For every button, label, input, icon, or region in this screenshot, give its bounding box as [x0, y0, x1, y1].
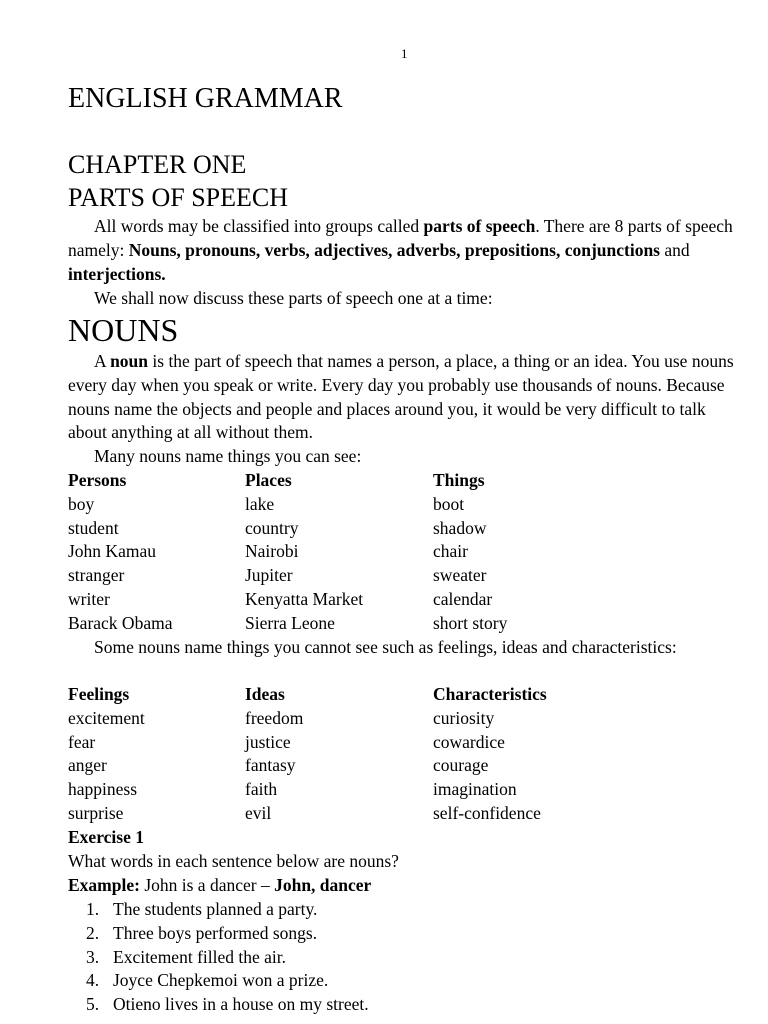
table-row: [68, 612, 748, 636]
nouns-term-noun: noun: [110, 351, 149, 371]
table-header-row: [68, 683, 748, 707]
intro-text-e: and: [660, 239, 690, 260]
table-header-cell: Persons: [68, 470, 127, 490]
exercise-list: [86, 898, 369, 1017]
nouns-text-a: A: [94, 351, 111, 371]
table-cell: justice: [245, 731, 291, 752]
list-text: Joyce Chepkemoi won a prize.: [113, 970, 329, 991]
table-header-cell: Feelings: [68, 684, 130, 704]
nouns-invisible-table: [68, 683, 748, 826]
table-cell: evil: [245, 802, 272, 823]
example-sentence: John is a dancer –: [139, 875, 275, 895]
document-title: ENGLISH GRAMMAR: [68, 83, 343, 114]
list-item: [86, 993, 369, 1017]
table-cell: curiosity: [433, 707, 495, 728]
table-header-cell: Places: [245, 470, 292, 490]
nouns-visible-table: [68, 469, 748, 636]
table-row: [68, 564, 748, 588]
table-cell: fantasy: [245, 755, 296, 776]
table-cell: cowardice: [433, 731, 505, 752]
table-cell: shadow: [433, 517, 487, 538]
table-row: [68, 540, 748, 564]
intro-paragraph: [68, 215, 748, 286]
table-header-row: [68, 469, 748, 493]
table-cell: lake: [245, 493, 275, 514]
list-item: [86, 946, 369, 970]
table-cell: Sierra Leone: [245, 612, 335, 633]
table-cell: Barack Obama: [68, 612, 173, 633]
list-number: 3.: [86, 946, 100, 967]
table-row: [68, 493, 748, 517]
table-cell: student: [68, 517, 119, 538]
table-cell: courage: [433, 755, 489, 776]
table-header-cell: Things: [433, 470, 485, 490]
table-cell: writer: [68, 588, 110, 609]
table-cell: stranger: [68, 565, 125, 586]
exercise-example: [68, 874, 371, 898]
table-row: [68, 802, 748, 826]
table-row: [68, 707, 748, 731]
intro-term-interjections: interjections.: [68, 263, 166, 284]
nouns-visible-intro: Many nouns name things you can see:: [94, 446, 362, 466]
table-row: [68, 731, 748, 755]
table-cell: short story: [433, 612, 508, 633]
table-cell: chair: [433, 541, 468, 562]
nouns-heading: NOUNS: [68, 312, 179, 348]
table-cell: Jupiter: [245, 565, 293, 586]
table-header-cell: Characteristics: [433, 684, 547, 704]
table-cell: excitement: [68, 707, 145, 728]
table-cell: sweater: [433, 565, 487, 586]
list-text: Excitement filled the air.: [113, 946, 286, 967]
intro-parts-list: Nouns, pronouns, verbs, adjectives, adverbs, prepositions, conjunctions: [128, 239, 660, 260]
intro-paragraph-2: We shall now discuss these parts of speech one at a time:: [94, 288, 493, 308]
table-cell: country: [245, 517, 299, 538]
table-row: [68, 588, 748, 612]
table-row: [68, 517, 748, 541]
list-item: [86, 922, 369, 946]
table-cell: freedom: [245, 707, 304, 728]
table-cell: calendar: [433, 588, 493, 609]
list-item: [86, 898, 369, 922]
list-number: 1.: [86, 899, 100, 919]
list-number: 5.: [86, 994, 100, 1015]
page-number: 1: [401, 46, 408, 61]
nouns-definition-paragraph: [68, 350, 748, 445]
list-text: The students planned a party.: [113, 899, 318, 919]
list-number: 4.: [86, 970, 100, 991]
table-cell: happiness: [68, 779, 138, 800]
chapter-number: CHAPTER ONE: [68, 150, 247, 179]
table-cell: Kenyatta Market: [245, 588, 364, 609]
list-text: Three boys performed songs.: [113, 922, 318, 943]
example-label: Example:: [68, 875, 140, 895]
exercise-question: What words in each sentence below are nouns?: [68, 851, 399, 871]
table-cell: faith: [245, 779, 278, 800]
table-cell: surprise: [68, 802, 124, 823]
list-text: Otieno lives in a house on my street.: [113, 994, 369, 1015]
list-item: [86, 969, 369, 993]
intro-term-parts-of-speech: parts of speech: [423, 216, 536, 236]
nouns-text-c: is the part of speech that names a person, a place, a thing or an idea. You use nouns every day when you speak or write. Every day you probably use thousands of nouns. Because nouns name the objects and people and places around you, it would be very difficult to talk about anything at all without them.: [68, 351, 734, 443]
table-header-cell: Ideas: [245, 684, 285, 704]
table-cell: imagination: [433, 779, 517, 800]
table-cell: John Kamau: [68, 541, 156, 562]
intro-text-a: All words may be classified into groups called: [94, 216, 424, 236]
list-number: 2.: [86, 922, 100, 943]
chapter-title: PARTS OF SPEECH: [68, 183, 289, 212]
table-cell: fear: [68, 731, 96, 752]
table-row: [68, 778, 748, 802]
table-cell: self-confidence: [433, 802, 541, 823]
exercise-title: Exercise 1: [68, 827, 144, 847]
table-row: [68, 754, 748, 778]
table-cell: boy: [68, 493, 95, 514]
table-cell: anger: [68, 755, 107, 776]
nouns-invisible-intro: Some nouns name things you cannot see such as feelings, ideas and characteristics:: [94, 637, 677, 657]
table-cell: boot: [433, 493, 465, 514]
example-answer: John, dancer: [274, 875, 372, 895]
table-cell: Nairobi: [245, 541, 299, 562]
intro-text-c: . There are 8 parts of speech namely:: [68, 216, 733, 260]
